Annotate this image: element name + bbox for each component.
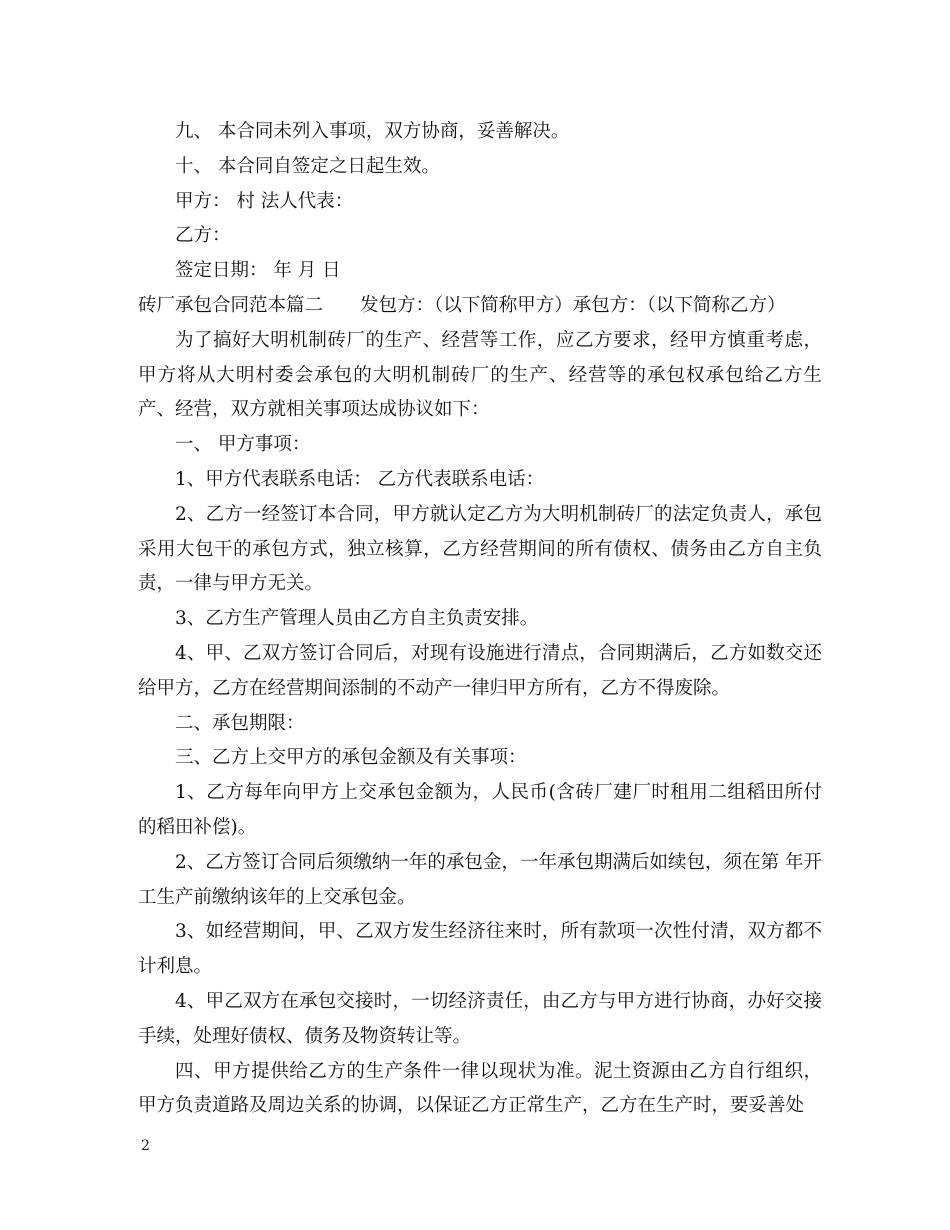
paragraph: 二、承包期限： <box>175 712 305 734</box>
paragraph: 1、乙方每年向甲方上交承包金额为，人民币(含砖厂建厂时租用二组稻田所付的稻田补偿)。 <box>138 782 822 838</box>
party-b-signature-line: 乙方： <box>175 225 231 247</box>
paragraph: 4、甲乙双方在承包交接时，一切经济责任，由乙方与甲方进行协商，办好交接手续，处理好债权、债务及物资转让等。 <box>138 990 822 1047</box>
paragraph: 3、乙方生产管理人员由乙方自主负责安排。 <box>175 608 539 630</box>
paragraph: 4、甲、乙双方签订合同后，对现有设施进行清点，合同期满后，乙方如数交还给甲方，乙方在经营期间添制的不动产一律归甲方所有，乙方不得废除。 <box>138 642 822 699</box>
section-heading: 砖厂承包合同范本篇二 发包方：（以下简称甲方）承包方：（以下简称乙方） <box>138 294 786 316</box>
signing-date-line: 签定日期： 年 月 日 <box>175 260 341 282</box>
paragraph: 四、甲方提供给乙方的生产条件一律以现状为准。泥土资源由乙方自行组织，甲方负责道路及周边关系的协调，以保证乙方正常生产，乙方在生产时，要妥善处 <box>138 1060 822 1117</box>
paragraph: 2、乙方签订合同后须缴纳一年的承包金，一年承包期满后如续包，须在第 年开工生产前缴纳该年的上交承包金。 <box>138 851 822 908</box>
clause-line-10: 十、 本合同自签定之日起生效。 <box>175 155 440 177</box>
party-a-signature-line: 甲方： 村 法人代表： <box>175 190 354 212</box>
paragraph: 1、甲方代表联系电话： 乙方代表联系电话： <box>175 468 545 490</box>
paragraph: 一、 甲方事项： <box>175 434 311 456</box>
paragraph: 2、乙方一经签订本合同，甲方就认定乙方为大明机制砖厂的法定负责人，承包采用大包干的承包方式，独立核算，乙方经营期间的所有债权、债务由乙方自主负责，一律与甲方无关。 <box>138 503 822 595</box>
clause-line-9: 九、 本合同未列入事项，双方协商，妥善解决。 <box>175 121 570 142</box>
paragraph: 三、乙方上交甲方的承包金额及有关事项： <box>175 747 527 769</box>
intro-paragraph: 为了搞好大明机制砖厂的生产、经营等工作，应乙方要求，经甲方慎重考虑，甲方将从大明村委会承包的大明机制砖厂的生产、经营等的承包权承包给乙方生产、经营，双方就相关事项达成协议如下： <box>138 329 822 421</box>
page-number: 2 <box>141 1138 150 1154</box>
document-body <box>138 115 822 1124</box>
paragraph: 3、如经营期间，甲、乙双方发生经济往来时，所有款项一次性付清，双方都不计利息。 <box>138 921 822 978</box>
